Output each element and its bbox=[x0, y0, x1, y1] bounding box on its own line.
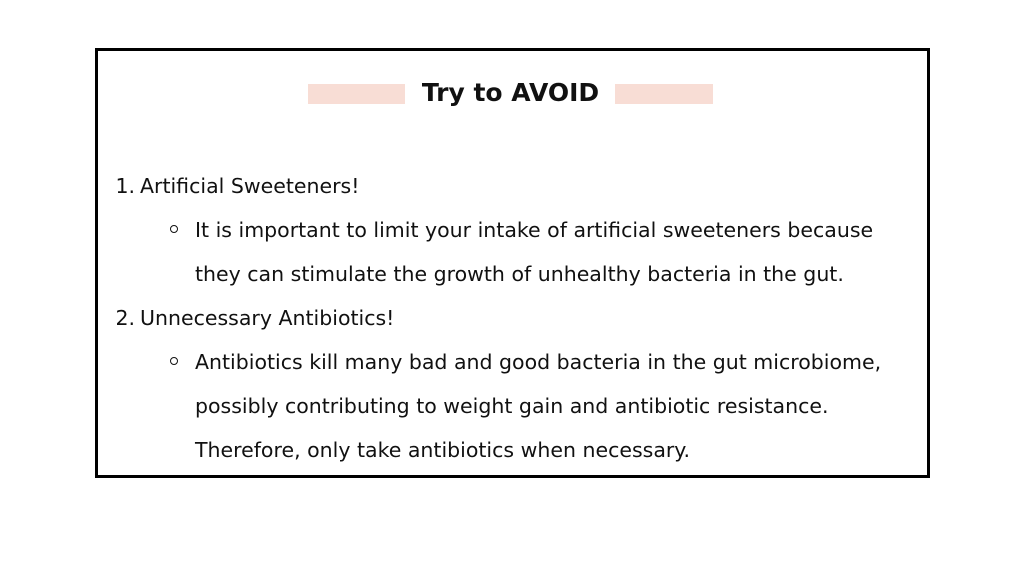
circle-bullet-icon bbox=[170, 357, 178, 365]
card-title: Try to AVOID bbox=[421, 78, 600, 107]
list-item-detail bbox=[98, 208, 927, 296]
list-item-number: 1. bbox=[115, 174, 135, 198]
detail-line: possibly contributing to weight gain and antibiotic resistance. bbox=[195, 394, 829, 418]
detail-line: It is important to limit your intake of artificial sweeteners because bbox=[195, 218, 874, 242]
list-item bbox=[98, 296, 927, 340]
detail-line: they can stimulate the growth of unhealthy bacteria in the gut. bbox=[195, 262, 844, 286]
title-row bbox=[98, 75, 927, 111]
circle-bullet-icon bbox=[170, 225, 178, 233]
title-accent-bar-right bbox=[615, 84, 713, 104]
list-item-detail bbox=[98, 340, 927, 472]
detail-line: Antibiotics kill many bad and good bacteria in the gut microbiome, bbox=[195, 350, 882, 374]
avoid-list bbox=[98, 164, 927, 472]
detail-line: Therefore, only take antibiotics when necessary. bbox=[195, 438, 691, 462]
avoid-card bbox=[95, 48, 930, 478]
list-item bbox=[98, 164, 927, 208]
title-accent-bar-left bbox=[308, 84, 405, 104]
list-item-heading: Unnecessary Antibiotics! bbox=[140, 306, 395, 330]
list-item-heading: Artificial Sweeteners! bbox=[140, 174, 360, 198]
list-item-number: 2. bbox=[115, 306, 135, 330]
